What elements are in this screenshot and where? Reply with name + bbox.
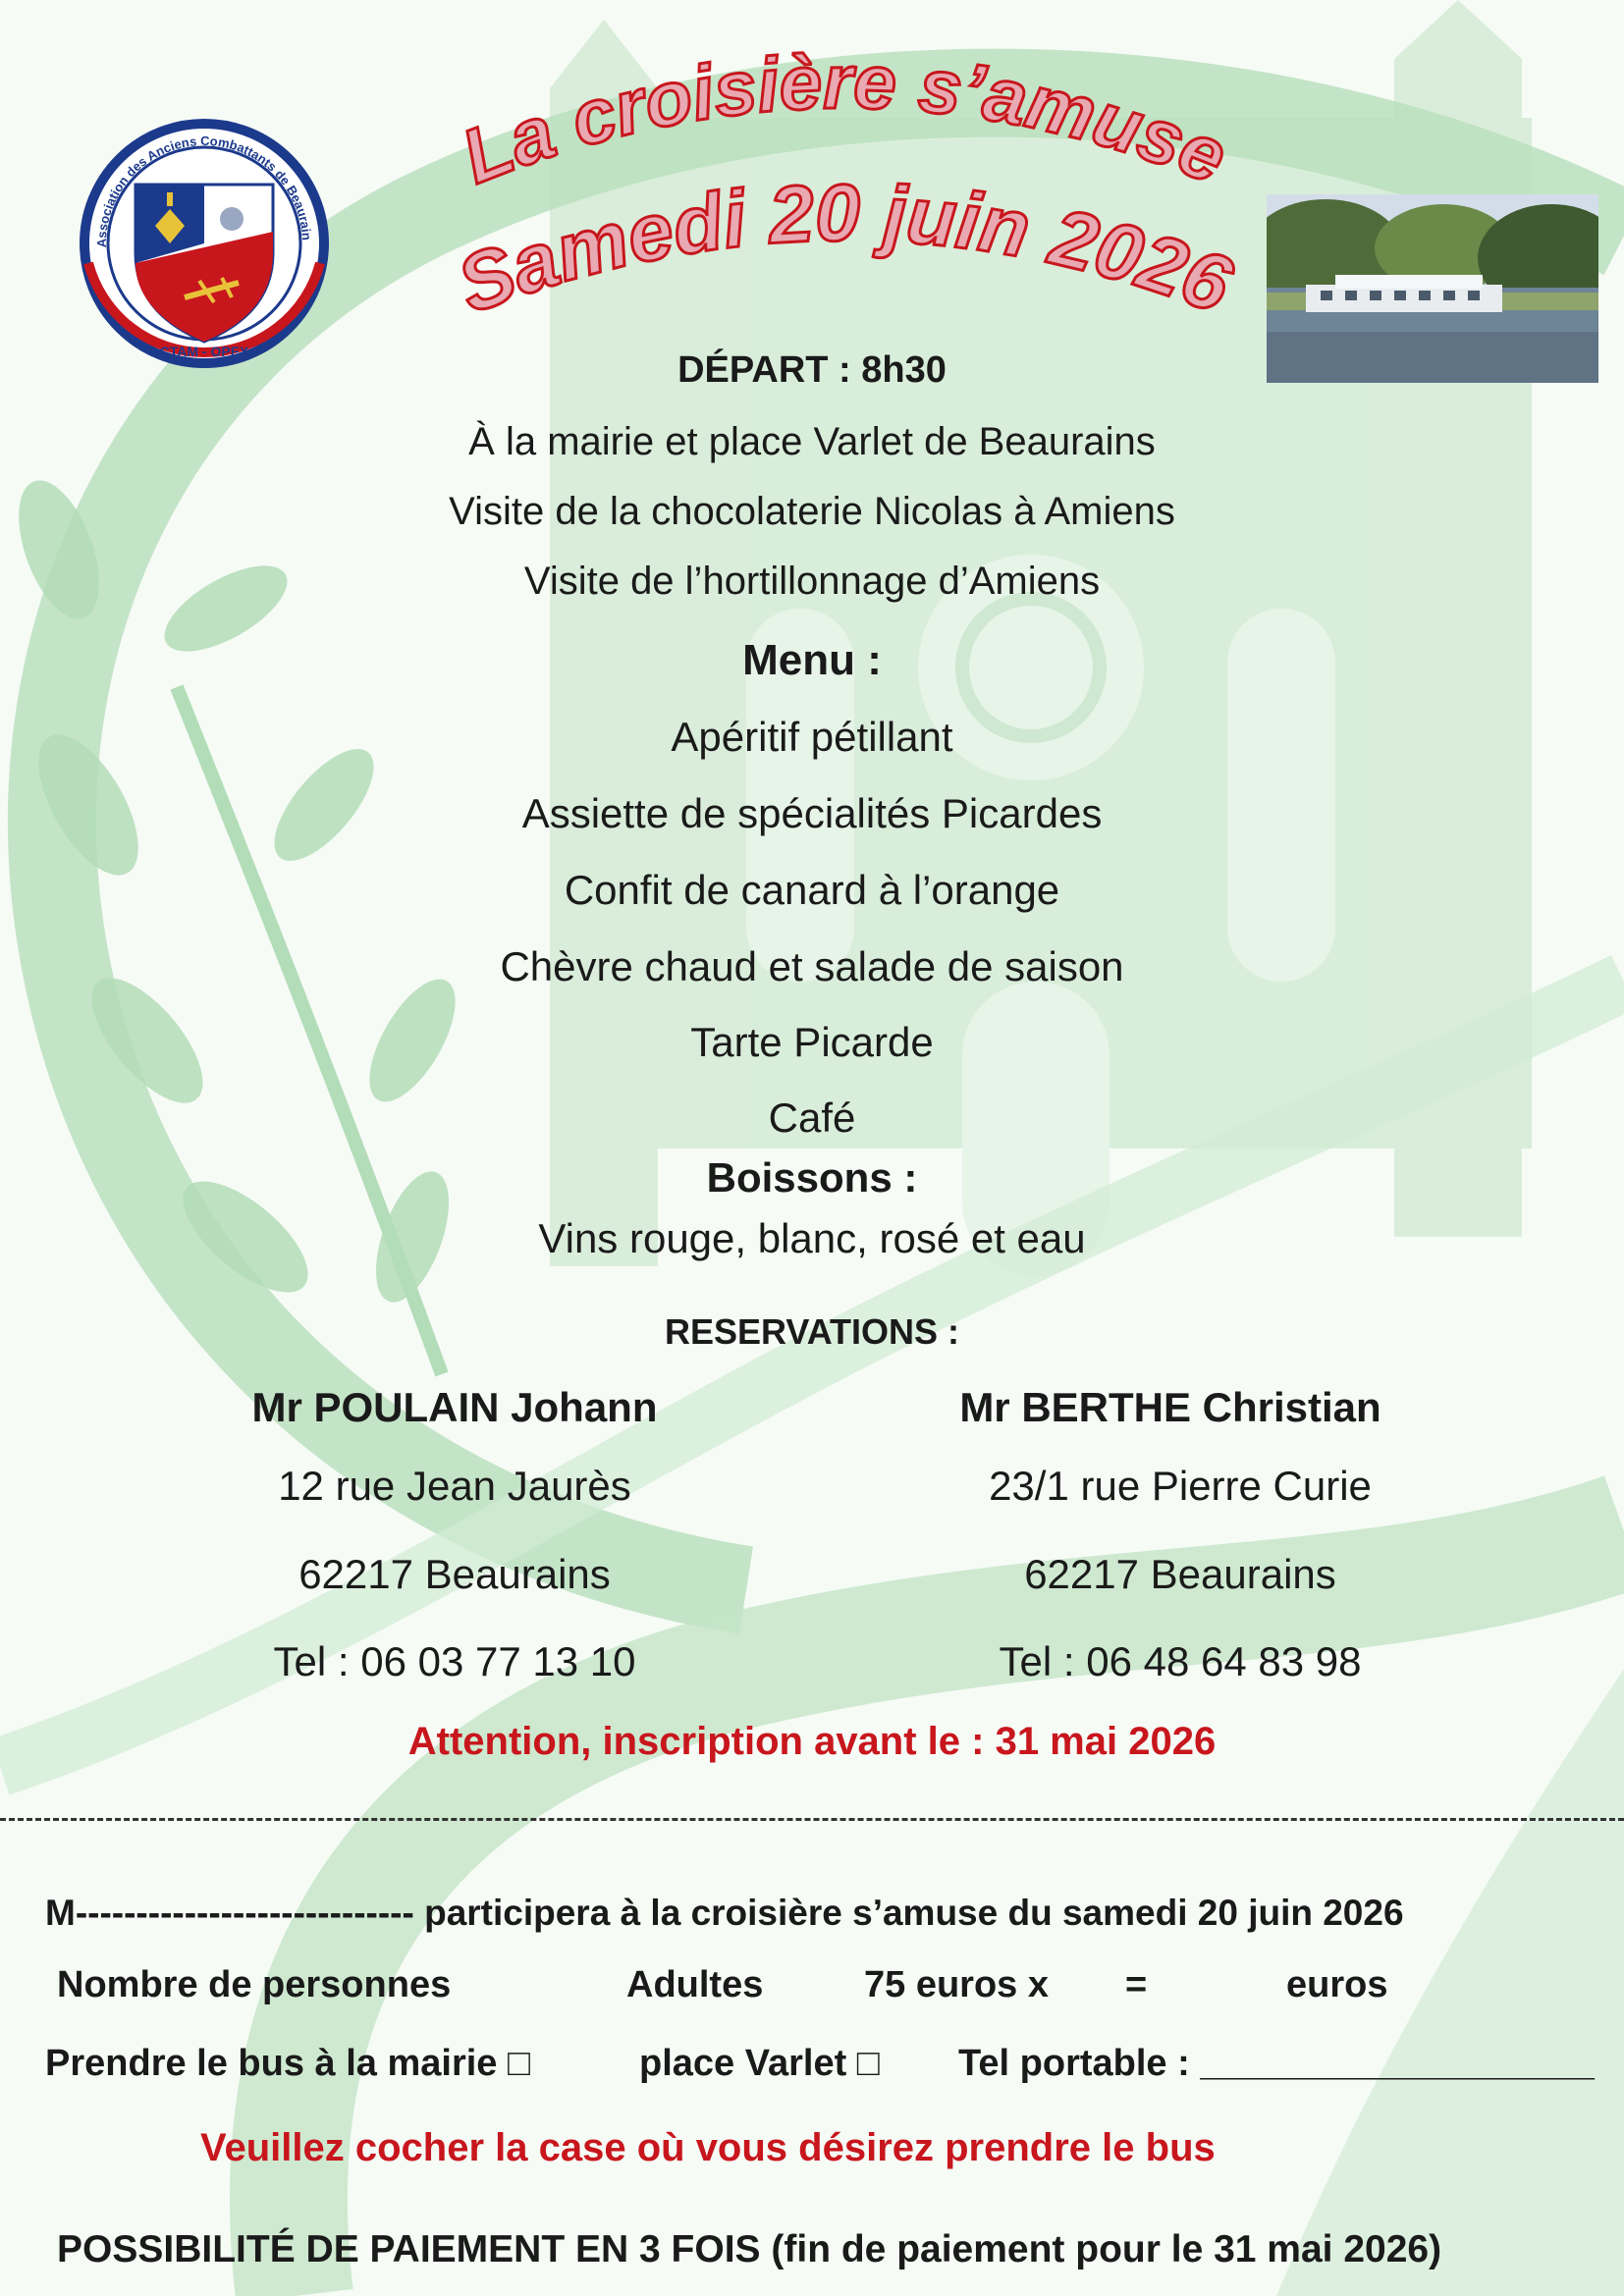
association-logo [67, 116, 342, 371]
registration-deadline: Attention, inscription avant le : 31 mai 2026 [407, 1720, 1217, 1763]
menu-item: Tarte Picarde [690, 1019, 934, 1065]
reservations-heading: RESERVATIONS : [664, 1311, 960, 1352]
contact-2-name: Mr BERTHE Christian [959, 1384, 1381, 1430]
event-title [432, 39, 1237, 344]
equals-sign: = [1125, 1964, 1148, 2005]
title-line2: Samedi 20 juin 2026 [446, 168, 1237, 331]
euros-label: euros [1286, 1964, 1388, 2005]
contact-2-city: 62217 Beaurains [1024, 1551, 1336, 1597]
contact-1-phone: Tel : 06 03 77 13 10 [273, 1638, 636, 1684]
menu-item: Assiette de spécialités Picardes [521, 790, 1103, 836]
svg-text:Samedi 20 juin 2026 [447, 169, 1237, 331]
menu-item: Chèvre chaud et salade de saison [500, 943, 1124, 989]
river-boat-photo [1267, 194, 1598, 383]
program-line-2: Visite de la chocolaterie Nicolas à Amiens [449, 490, 1175, 533]
mobile-phone-field[interactable]: Tel portable : ___________________ [958, 2043, 1595, 2084]
adults-label: Adultes [626, 1964, 764, 2005]
title-line1: La croisière s’amuse [450, 39, 1237, 200]
contact-1-name: Mr POULAIN Johann [251, 1384, 658, 1430]
logo-ring-text: Association des Anciens Combattants de Beaurain [93, 133, 315, 248]
contact-2-phone: Tel : 06 48 64 83 98 [999, 1638, 1362, 1684]
participant-line: M---------------------------- participera à la croisière s’amuse du samedi 20 juin 2026 [45, 1893, 1404, 1933]
veterans-emblem-icon [67, 116, 342, 371]
program-line-1: À la mairie et place Varlet de Beaurains [468, 420, 1156, 463]
boat-photo-icon [1267, 194, 1598, 383]
contact-1-street: 12 rue Jean Jaurès [278, 1463, 631, 1509]
menu-item: Apéritif pétillant [671, 714, 953, 760]
logo-bottom-text: CTAM - OPEX [159, 344, 249, 359]
program-line-3: Visite de l’hortillonnage d’Amiens [523, 560, 1101, 603]
bus-instruction-note: Veuillez cocher la case où vous désirez prendre le bus [200, 2126, 1216, 2169]
menu-heading: Menu : [742, 636, 882, 684]
drinks-heading: Boissons : [706, 1154, 918, 1201]
drinks-text: Vins rouge, blanc, rosé et eau [538, 1215, 1086, 1261]
payment-note: POSSIBILITÉ DE PAIEMENT EN 3 FOIS (fin de paiement pour le 31 mai 2026) [57, 2228, 1442, 2270]
menu-item: Confit de canard à l’orange [564, 867, 1060, 913]
count-label: Nombre de personnes [57, 1964, 452, 2005]
contact-2-street: 23/1 rue Pierre Curie [989, 1463, 1372, 1509]
bus-varlet-checkbox[interactable]: place Varlet □ [639, 2043, 880, 2084]
price-label: 75 euros x [864, 1964, 1049, 2005]
cut-line-divider [0, 1818, 1624, 1821]
bus-mairie-checkbox[interactable]: Prendre le bus à la mairie □ [45, 2043, 530, 2084]
contact-1-city: 62217 Beaurains [298, 1551, 611, 1597]
menu-item: Café [768, 1095, 856, 1141]
departure-time: DÉPART : 8h30 [677, 349, 947, 391]
